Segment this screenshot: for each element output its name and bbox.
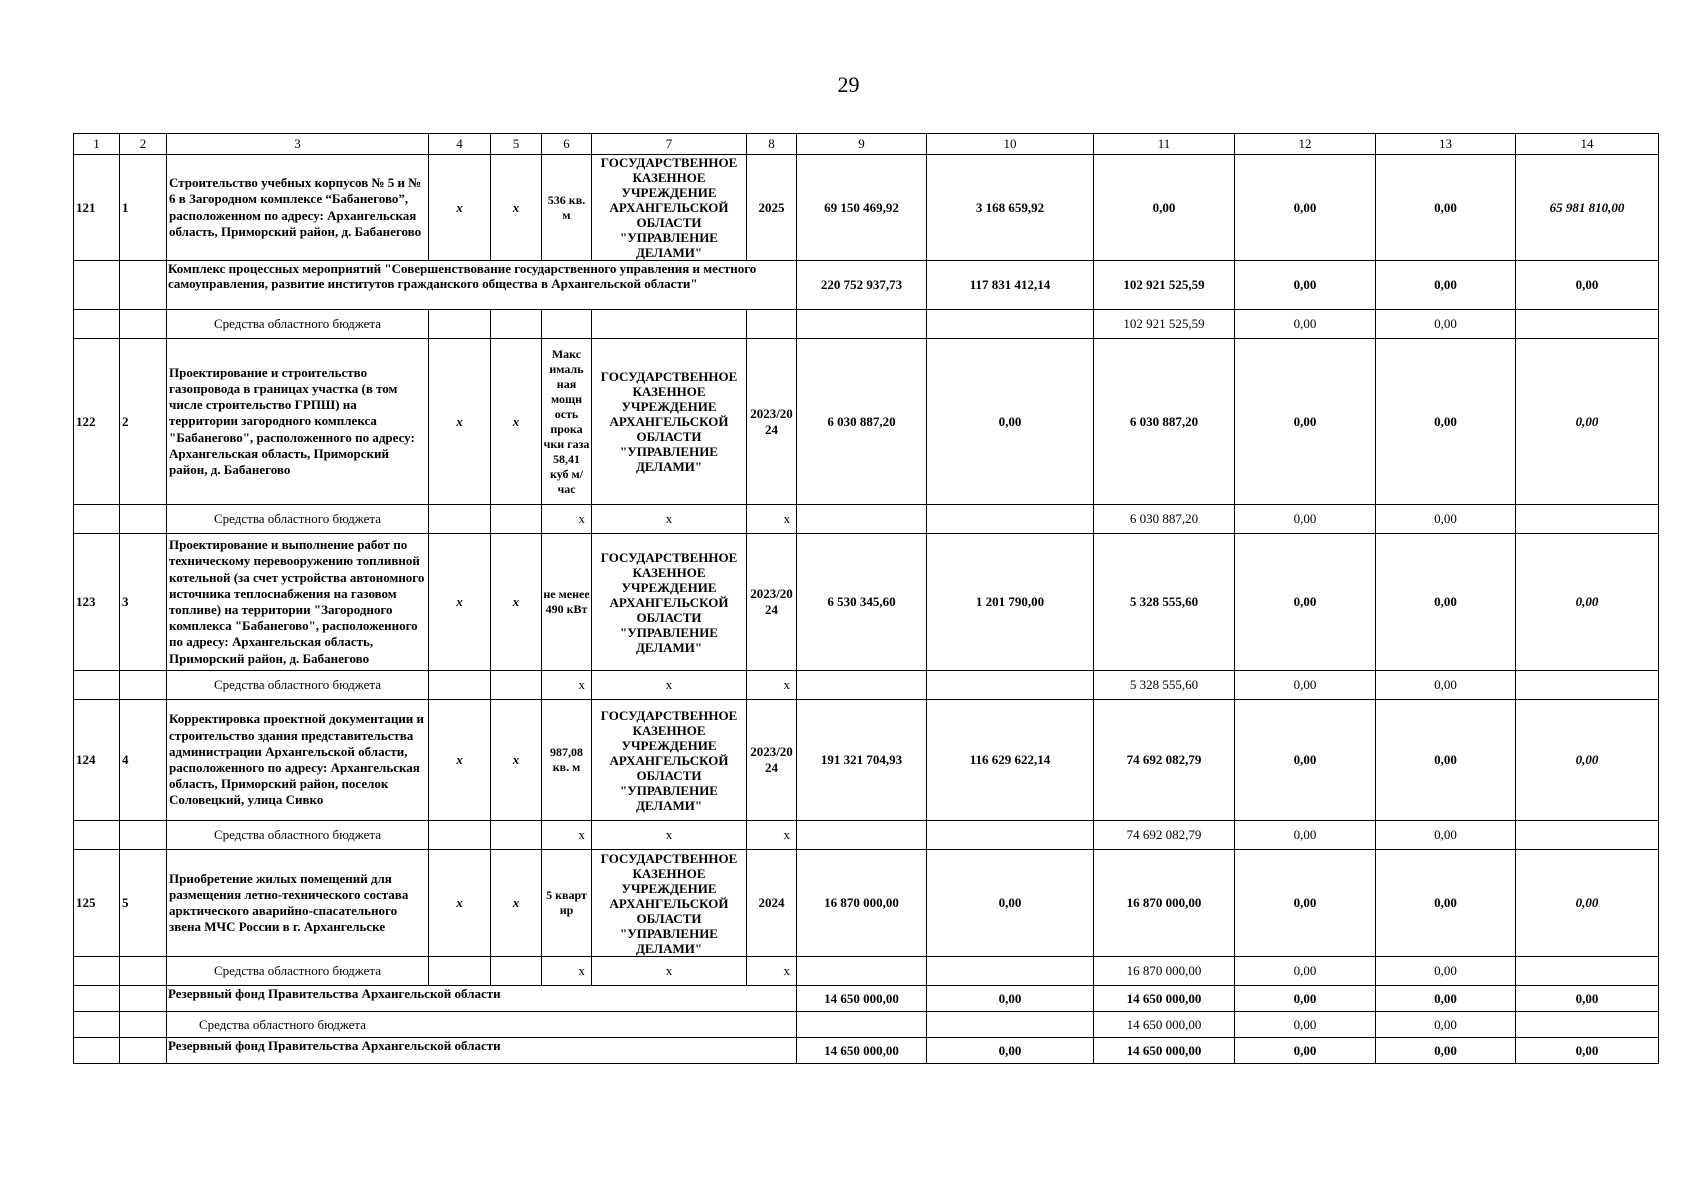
investment-table [73, 133, 1659, 1064]
value-col-13: 0,00 [1376, 700, 1516, 821]
total-value: 16 870 000,00 [797, 850, 927, 957]
budget-source-name: Средства областного бюджета [167, 821, 429, 850]
empty-cell [1516, 1012, 1659, 1038]
item-index: 5 [120, 850, 167, 957]
empty-cell [120, 957, 167, 986]
value-col-12: 0,00 [1235, 310, 1376, 339]
column-8-mark: x [747, 957, 797, 986]
column-number-2: 2 [120, 134, 167, 155]
empty-cell [120, 1038, 167, 1064]
value-col-13: 0,00 [1376, 957, 1516, 986]
empty-cell [120, 261, 167, 310]
project-row [74, 850, 1659, 957]
value-col-13: 0,00 [1376, 155, 1516, 261]
empty-cell [74, 821, 120, 850]
empty-cell [120, 986, 167, 1012]
value-col-14: 65 981 810,00 [1516, 155, 1659, 261]
value-col-11: 14 650 000,00 [1094, 1038, 1235, 1064]
column-number-14: 14 [1516, 134, 1659, 155]
column-number-13: 13 [1376, 134, 1516, 155]
row-number: 124 [74, 700, 120, 821]
customer: ГОСУДАРСТВЕННОЕ КАЗЕННОЕ УЧРЕЖДЕНИЕ АРХАНГЕЛЬСКОЙ ОБЛАСТИ "УПРАВЛЕНИЕ ДЕЛАМИ" [592, 850, 747, 957]
empty-cell [429, 505, 491, 534]
column-number-3: 3 [167, 134, 429, 155]
value-col-13: 0,00 [1376, 339, 1516, 505]
column-5-mark: x [491, 339, 542, 505]
empty-cell [927, 505, 1094, 534]
column-number-8: 8 [747, 134, 797, 155]
column-4-mark: x [429, 850, 491, 957]
total-value: 6 530 345,60 [797, 534, 927, 671]
value-col-14: 0,00 [1516, 261, 1659, 310]
column-6-mark: x [542, 671, 592, 700]
group-row [74, 261, 1659, 310]
project-row [74, 534, 1659, 671]
value-col-11: 16 870 000,00 [1094, 850, 1235, 957]
empty-cell [1516, 957, 1659, 986]
value-col-14: 0,00 [1516, 850, 1659, 957]
column-8-mark: x [747, 671, 797, 700]
column-8-mark: x [747, 505, 797, 534]
project-name: Приобретение жилых помещений для размещения летно-технического состава арктического аварийно-спасательного звена МЧС России в г. Архангельске [167, 850, 429, 957]
empty-cell [927, 1012, 1094, 1038]
column-6-mark: x [542, 957, 592, 986]
total-value: 14 650 000,00 [797, 1038, 927, 1064]
value-col-14: 0,00 [1516, 534, 1659, 671]
empty-cell [74, 957, 120, 986]
value-col-12: 0,00 [1235, 671, 1376, 700]
budget-source-row [74, 505, 1659, 534]
year: 2023/20 24 [747, 700, 797, 821]
empty-cell [74, 1012, 120, 1038]
empty-cell [797, 505, 927, 534]
empty-cell [927, 957, 1094, 986]
reserve-fund-row [74, 1038, 1659, 1064]
empty-cell [429, 310, 491, 339]
value-col-14: 0,00 [1516, 339, 1659, 505]
total-value: 14 650 000,00 [797, 986, 927, 1012]
year: 2023/20 24 [747, 534, 797, 671]
column-7-mark: x [592, 505, 747, 534]
column-6-mark [542, 310, 592, 339]
row-number: 123 [74, 534, 120, 671]
column-number-11: 11 [1094, 134, 1235, 155]
budget-source-name: Средства областного бюджета [167, 957, 429, 986]
column-number-4: 4 [429, 134, 491, 155]
value-col-12: 0,00 [1235, 957, 1376, 986]
capacity: 987,08 кв. м [542, 700, 592, 821]
item-index: 1 [120, 155, 167, 261]
item-index: 2 [120, 339, 167, 505]
column-4-mark: x [429, 534, 491, 671]
empty-cell [429, 821, 491, 850]
value-col-12: 0,00 [1235, 534, 1376, 671]
value-col-10: 116 629 622,14 [927, 700, 1094, 821]
value-col-13: 0,00 [1376, 821, 1516, 850]
empty-cell [927, 821, 1094, 850]
column-number-10: 10 [927, 134, 1094, 155]
value-col-11: 6 030 887,20 [1094, 505, 1235, 534]
value-col-13: 0,00 [1376, 310, 1516, 339]
value-col-11: 5 328 555,60 [1094, 671, 1235, 700]
column-4-mark: x [429, 155, 491, 261]
empty-cell [1516, 505, 1659, 534]
column-number-5: 5 [491, 134, 542, 155]
value-col-14: 0,00 [1516, 700, 1659, 821]
column-5-mark: x [491, 534, 542, 671]
empty-cell [120, 671, 167, 700]
empty-cell [74, 261, 120, 310]
customer: ГОСУДАРСТВЕННОЕ КАЗЕННОЕ УЧРЕЖДЕНИЕ АРХАНГЕЛЬСКОЙ ОБЛАСТИ "УПРАВЛЕНИЕ ДЕЛАМИ" [592, 155, 747, 261]
reserve-fund-name: Резервный фонд Правительства Архангельской области [167, 986, 797, 1012]
total-value: 69 150 469,92 [797, 155, 927, 261]
value-col-13: 0,00 [1376, 671, 1516, 700]
capacity: не менее 490 кВт [542, 534, 592, 671]
value-col-14: 0,00 [1516, 986, 1659, 1012]
empty-cell [927, 310, 1094, 339]
value-col-10: 0,00 [927, 986, 1094, 1012]
customer: ГОСУДАРСТВЕННОЕ КАЗЕННОЕ УЧРЕЖДЕНИЕ АРХАНГЕЛЬСКОЙ ОБЛАСТИ "УПРАВЛЕНИЕ ДЕЛАМИ" [592, 339, 747, 505]
customer: ГОСУДАРСТВЕННОЕ КАЗЕННОЕ УЧРЕЖДЕНИЕ АРХАНГЕЛЬСКОЙ ОБЛАСТИ "УПРАВЛЕНИЕ ДЕЛАМИ" [592, 700, 747, 821]
value-col-11: 102 921 525,59 [1094, 261, 1235, 310]
reserve-fund-name: Резервный фонд Правительства Архангельской области [167, 1038, 797, 1064]
column-number-12: 12 [1235, 134, 1376, 155]
value-col-13: 0,00 [1376, 1038, 1516, 1064]
value-col-13: 0,00 [1376, 534, 1516, 671]
row-number: 122 [74, 339, 120, 505]
budget-source-name: Средства областного бюджета [167, 505, 429, 534]
value-col-12: 0,00 [1235, 505, 1376, 534]
year: 2023/20 24 [747, 339, 797, 505]
empty-cell [797, 310, 927, 339]
total-value: 191 321 704,93 [797, 700, 927, 821]
column-6-mark: x [542, 821, 592, 850]
column-7-mark: x [592, 821, 747, 850]
value-col-11: 0,00 [1094, 155, 1235, 261]
empty-cell [797, 957, 927, 986]
value-col-10: 0,00 [927, 339, 1094, 505]
capacity: Макс ималь ная мощн ость прока чки газа 58,41 куб м/час [542, 339, 592, 505]
empty-cell [120, 821, 167, 850]
empty-cell [491, 821, 542, 850]
column-8-mark [747, 310, 797, 339]
year: 2025 [747, 155, 797, 261]
customer: ГОСУДАРСТВЕННОЕ КАЗЕННОЕ УЧРЕЖДЕНИЕ АРХАНГЕЛЬСКОЙ ОБЛАСТИ "УПРАВЛЕНИЕ ДЕЛАМИ" [592, 534, 747, 671]
value-col-13: 0,00 [1376, 261, 1516, 310]
empty-cell [120, 1012, 167, 1038]
empty-cell [491, 957, 542, 986]
value-col-10: 3 168 659,92 [927, 155, 1094, 261]
empty-cell [74, 986, 120, 1012]
column-4-mark: x [429, 339, 491, 505]
capacity: 5 кварт ир [542, 850, 592, 957]
value-col-10: 0,00 [927, 1038, 1094, 1064]
capacity: 536 кв. м [542, 155, 592, 261]
empty-cell [1516, 310, 1659, 339]
budget-source-name: Средства областного бюджета [167, 310, 429, 339]
value-col-11: 14 650 000,00 [1094, 986, 1235, 1012]
empty-cell [491, 310, 542, 339]
column-4-mark: x [429, 700, 491, 821]
empty-cell [797, 1012, 927, 1038]
value-col-12: 0,00 [1235, 821, 1376, 850]
value-col-12: 0,00 [1235, 1038, 1376, 1064]
column-number-9: 9 [797, 134, 927, 155]
budget-source-row [74, 821, 1659, 850]
value-col-11: 16 870 000,00 [1094, 957, 1235, 986]
column-number-1: 1 [74, 134, 120, 155]
page-number: 29 [837, 72, 860, 97]
budget-source-row [74, 957, 1659, 986]
value-col-11: 74 692 082,79 [1094, 700, 1235, 821]
value-col-10: 117 831 412,14 [927, 261, 1094, 310]
value-col-12: 0,00 [1235, 986, 1376, 1012]
year: 2024 [747, 850, 797, 957]
value-col-10: 1 201 790,00 [927, 534, 1094, 671]
value-col-11: 74 692 082,79 [1094, 821, 1235, 850]
budget-source-row [74, 310, 1659, 339]
value-col-12: 0,00 [1235, 850, 1376, 957]
value-col-12: 0,00 [1235, 339, 1376, 505]
header-row [74, 134, 1659, 155]
column-number-7: 7 [592, 134, 747, 155]
budget-source-row [74, 1012, 1659, 1038]
value-col-11: 102 921 525,59 [1094, 310, 1235, 339]
budget-source-name: Средства областного бюджета [167, 1012, 797, 1038]
value-col-13: 0,00 [1376, 1012, 1516, 1038]
column-8-mark: x [747, 821, 797, 850]
row-number: 121 [74, 155, 120, 261]
project-row [74, 155, 1659, 261]
reserve-fund-row [74, 986, 1659, 1012]
value-col-10: 0,00 [927, 850, 1094, 957]
empty-cell [797, 821, 927, 850]
value-col-11: 5 328 555,60 [1094, 534, 1235, 671]
column-7-mark [592, 310, 747, 339]
empty-cell [1516, 821, 1659, 850]
value-col-12: 0,00 [1235, 155, 1376, 261]
project-row [74, 700, 1659, 821]
empty-cell [797, 671, 927, 700]
column-5-mark: x [491, 850, 542, 957]
project-name: Корректировка проектной документации и строительство здания представительства администрации Архангельской области, расположенного по адресу: Архангельская область, Приморский район, поселок Соловецкий, улица Сивко [167, 700, 429, 821]
item-index: 3 [120, 534, 167, 671]
column-5-mark: x [491, 700, 542, 821]
project-row [74, 339, 1659, 505]
column-6-mark: x [542, 505, 592, 534]
value-col-11: 6 030 887,20 [1094, 339, 1235, 505]
column-number-6: 6 [542, 134, 592, 155]
value-col-12: 0,00 [1235, 1012, 1376, 1038]
budget-source-row [74, 671, 1659, 700]
empty-cell [429, 957, 491, 986]
empty-cell [927, 671, 1094, 700]
column-5-mark: x [491, 155, 542, 261]
column-7-mark: x [592, 671, 747, 700]
total-value: 6 030 887,20 [797, 339, 927, 505]
value-col-11: 14 650 000,00 [1094, 1012, 1235, 1038]
empty-cell [74, 671, 120, 700]
value-col-12: 0,00 [1235, 700, 1376, 821]
project-name: Проектирование и строительство газопровода в границах участка (в том числе строительство ГРПШ) на территории загородного комплекса "Бабанегово", расположенного по адресу: Архангельская область, Приморский район, д. Бабанегово [167, 339, 429, 505]
empty-cell [120, 310, 167, 339]
group-name: Комплекс процессных мероприятий "Совершенствование государственного управления и местного самоуправления, развитие институтов гражданского общества в Архангельской области" [167, 261, 797, 310]
value-col-13: 0,00 [1376, 505, 1516, 534]
value-col-12: 0,00 [1235, 261, 1376, 310]
empty-cell [74, 505, 120, 534]
item-index: 4 [120, 700, 167, 821]
empty-cell [74, 1038, 120, 1064]
empty-cell [120, 505, 167, 534]
empty-cell [74, 310, 120, 339]
budget-source-name: Средства областного бюджета [167, 671, 429, 700]
table-body [74, 134, 1659, 1064]
column-7-mark: x [592, 957, 747, 986]
empty-cell [429, 671, 491, 700]
empty-cell [491, 505, 542, 534]
empty-cell [491, 671, 542, 700]
value-col-13: 0,00 [1376, 850, 1516, 957]
value-col-13: 0,00 [1376, 986, 1516, 1012]
total-value: 220 752 937,73 [797, 261, 927, 310]
empty-cell [1516, 671, 1659, 700]
value-col-14: 0,00 [1516, 1038, 1659, 1064]
project-name: Строительство учебных корпусов № 5 и № 6 в Загородном комплексе “Бабанегово”, расположенном по адресу: Архангельская область, Приморский район, д. Бабанегово [167, 155, 429, 261]
project-name: Проектирование и выполнение работ по техническому перевооружению топливной котельной (за счет устройства автономного источника теплоснабжения на газовом топливе) на территории "Загородного комплекса "Бабанегово", расположенного по адресу: Архангельская область, Приморский район, д. Бабанегово [167, 534, 429, 671]
row-number: 125 [74, 850, 120, 957]
